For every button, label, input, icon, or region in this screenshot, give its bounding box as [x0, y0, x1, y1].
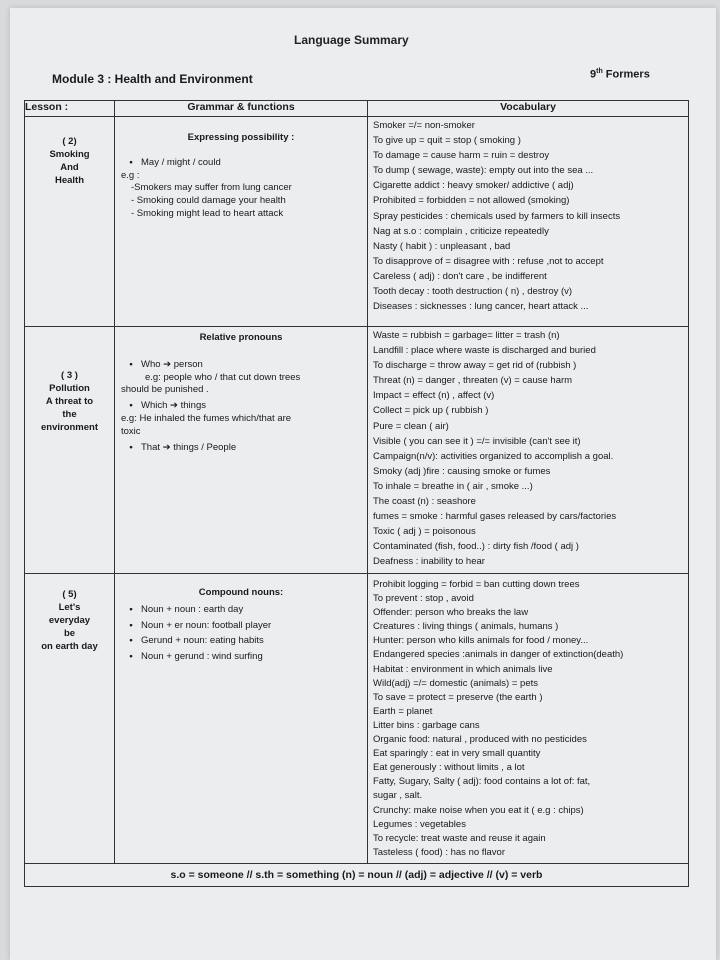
grammar-bullet: • Noun + gerund : wind surfing	[121, 651, 361, 664]
vocab-item: Endangered species :animals in danger of extinction(death)	[373, 649, 624, 661]
vocab-item: To dump ( sewage, waste): empty out into the sea ...	[373, 165, 594, 177]
vocab-item: Earth = planet	[373, 705, 433, 717]
vocab-item: Smoky (adj )fire : causing smoke or fumes	[373, 465, 551, 477]
vocab-item: Litter bins : garbage cans	[373, 719, 480, 731]
grammar-title: Compound nouns:	[198, 587, 284, 598]
vocab-item: Toxic ( adj ) = poisonous	[373, 526, 476, 538]
lesson-line: environment	[40, 422, 98, 433]
grammar-title: Expressing possibility :	[187, 132, 295, 143]
vocab-item: Nag at s.o : complain , criticize repeatedly	[373, 225, 549, 237]
grammar-bullet: • May / might / could	[121, 157, 361, 170]
vocab-item: Waste = rubbish = garbage= litter = trash (n)	[373, 330, 560, 341]
grammar-example: - Smoking could damage your health	[131, 195, 286, 207]
vocab-item: To discharge = throw away = get rid of (rubbish )	[373, 360, 577, 372]
lesson-line: A threat to	[45, 396, 94, 407]
vocab-item: Fatty, Sugary, Salty ( adj): food contains a lot of: fat,	[373, 776, 591, 788]
lesson-cell	[25, 574, 115, 864]
vocab-item: sugar , salt.	[373, 790, 423, 802]
vocab-item: Prohibit logging = forbid = ban cutting down trees	[373, 579, 580, 590]
header-lesson: Lesson :	[25, 101, 115, 117]
vocab-item: Offender: person who breaks the law	[373, 607, 529, 619]
grade-text: Formers	[602, 68, 650, 81]
grade-label	[590, 68, 650, 81]
lesson-row	[25, 327, 689, 574]
vocab-item: Tooth decay : tooth destruction ( n) , destroy (v)	[373, 286, 573, 298]
vocab-item: Habitat : environment in which animals live	[373, 663, 553, 675]
lesson-row	[25, 574, 689, 864]
grammar-bullet: • Which ➔ things	[121, 400, 361, 413]
vocab-item: Hunter: person who kills animals for food / money...	[373, 635, 589, 647]
vocab-item: Cigarette addict : heavy smoker/ addictive ( adj)	[373, 180, 574, 192]
vocab-item: Deafness : inability to hear	[373, 556, 485, 568]
lesson-row	[25, 117, 689, 327]
vocab-item: Campaign(n/v): activities organized to accomplish a goal.	[373, 450, 614, 462]
grammar-example: - Smoking might lead to heart attack	[131, 207, 284, 219]
header-grammar: Grammar & functions	[115, 101, 368, 117]
vocab-item: Eat generously : without limits , a lot	[373, 762, 525, 774]
vocab-item: Nasty ( habit ) : unpleasant , bad	[373, 240, 511, 252]
vocab-item: Eat sparingly : eat in very small quantity	[373, 748, 541, 760]
vocab-item: Legumes : vegetables	[373, 818, 466, 830]
vocab-item: To prevent : stop , avoid	[373, 593, 474, 605]
vocabulary-cell	[368, 574, 689, 864]
lesson-line: the	[62, 409, 77, 420]
vocabulary-cell	[368, 327, 689, 574]
lesson-line: ( 5)	[62, 589, 77, 600]
vocab-item: Tasteless ( food) : has no flavor	[373, 846, 506, 858]
vocab-item: The coast (n) : seashore	[373, 496, 476, 508]
vocab-item: Impact = effect (n) , affect (v)	[373, 390, 495, 402]
vocab-item: Crunchy: make noise when you eat it ( e.g : chips)	[373, 804, 584, 816]
grammar-example: should be punished .	[121, 384, 209, 396]
language-summary-table	[24, 100, 689, 887]
vocab-item: To save = protect = preserve (the earth )	[373, 691, 543, 703]
vocab-item: Visible ( you can see it ) =/= invisible (can't see it)	[373, 435, 581, 447]
lesson-line: Let's	[58, 602, 81, 613]
vocabulary-cell	[368, 117, 689, 327]
table-header-row	[25, 101, 689, 117]
lesson-line: on earth day	[41, 641, 98, 652]
abbreviation-legend: s.o = someone // s.th = something (n) = noun // (adj) = adjective // (v) = verb	[25, 864, 689, 887]
vocab-item: Diseases : sicknesses : lung cancer, heart attack ...	[373, 301, 589, 313]
vocab-item: Threat (n) = danger , threaten (v) = cause harm	[373, 375, 573, 387]
vocab-item: To disapprove of = disagree with : refuse ,not to accept	[373, 255, 604, 267]
vocab-item: Wild(adj) =/= domestic (animals) = pets	[373, 677, 538, 689]
grammar-bullet: • Noun + noun : earth day	[121, 604, 361, 617]
vocab-item: Contaminated (fish, food..) : dirty fish /food ( adj )	[373, 541, 579, 553]
vocab-item: To inhale = breathe in ( air , smoke ...)	[373, 480, 533, 492]
vocab-item: Creatures : living things ( animals, humans )	[373, 621, 559, 633]
header-vocabulary: Vocabulary	[368, 101, 689, 117]
grammar-bullet: • Gerund + noun: eating habits	[121, 635, 361, 648]
grammar-bullet: • Who ➔ person	[121, 359, 361, 372]
vocab-item: fumes = smoke : harmful gases released by cars/factories	[373, 511, 617, 523]
grammar-title: Relative pronouns	[199, 332, 283, 343]
vocab-item: Landfill : place where waste is discharged and buried	[373, 345, 596, 357]
grammar-example: e.g: He inhaled the fumes which/that are	[121, 412, 292, 424]
lesson-line: Health	[54, 175, 85, 186]
legend-row	[25, 864, 689, 887]
vocab-item: Organic food: natural , produced with no pesticides	[373, 734, 587, 746]
grammar-bullet: • Noun + er noun: football player	[121, 620, 361, 633]
lesson-line: ( 3 )	[61, 370, 78, 381]
lesson-cell	[25, 327, 115, 574]
grammar-cell	[115, 117, 368, 327]
vocab-item: To recycle: treat waste and reuse it again	[373, 832, 546, 844]
grammar-bullet: • That ➔ things / People	[121, 442, 361, 455]
module-title: Module 3 : Health and Environment	[52, 72, 253, 86]
grade-number: 9	[590, 68, 597, 81]
lesson-line: be	[63, 628, 76, 639]
grade-suffix: th	[596, 68, 603, 75]
vocab-item: To damage = cause harm = ruin = destroy	[373, 150, 550, 162]
vocab-item: Smoker =/= non-smoker	[373, 120, 475, 131]
lesson-line: Pollution	[49, 383, 90, 394]
lesson-cell	[25, 117, 115, 327]
lesson-line: Smoking	[49, 149, 90, 160]
vocab-item: Prohibited = forbidden = not allowed (smoking)	[373, 195, 570, 207]
document-title: Language Summary	[294, 33, 409, 47]
vocab-item: Pure = clean ( air)	[373, 420, 449, 432]
grammar-example: toxic	[121, 425, 141, 437]
grammar-eg: e.g :	[121, 169, 140, 181]
grammar-cell	[115, 574, 368, 864]
vocab-item: To give up = quit = stop ( smoking )	[373, 135, 521, 147]
lesson-line: ( 2)	[62, 136, 77, 147]
vocab-item: Collect = pick up ( rubbish )	[373, 405, 489, 417]
grammar-example: e.g: people who / that cut down trees	[145, 371, 301, 383]
lesson-line: And	[60, 162, 79, 173]
vocab-item: Spray pesticides : chemicals used by farmers to kill insects	[373, 210, 621, 222]
vocab-item: Careless ( adj) : don't care , be indifferent	[373, 270, 547, 282]
grammar-example: -Smokers may suffer from lung cancer	[131, 182, 292, 194]
grammar-cell	[115, 327, 368, 574]
lesson-line: everyday	[48, 615, 91, 626]
